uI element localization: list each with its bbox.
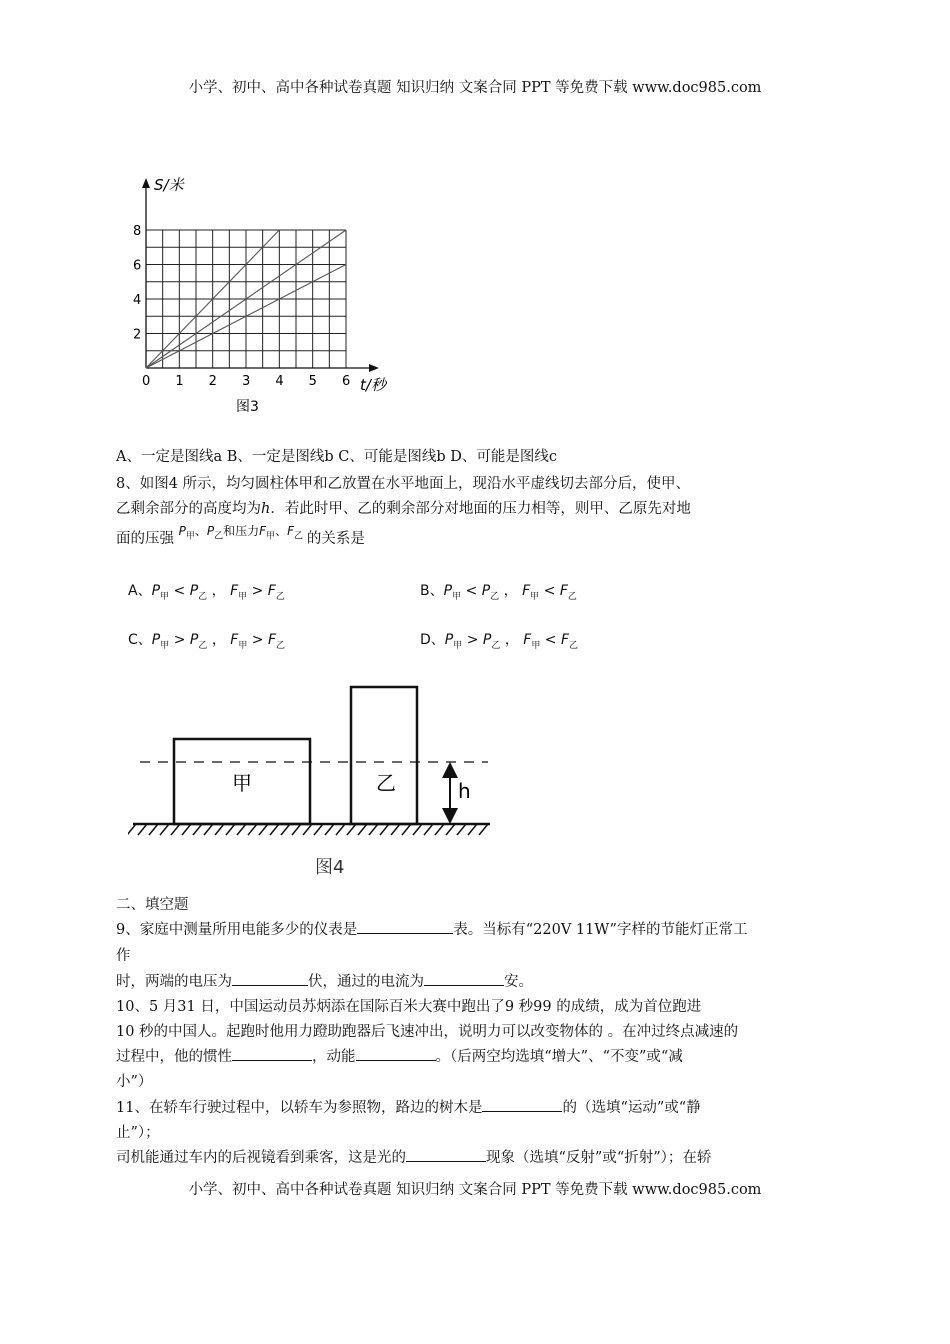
hatch-line xyxy=(182,824,191,835)
p-yi-symbol: P xyxy=(206,524,215,538)
hatch-line xyxy=(457,824,466,835)
q8-line3b: 的关系是 xyxy=(306,531,365,547)
hatch-line xyxy=(347,824,356,835)
hatch-line xyxy=(270,824,279,835)
hatch-line xyxy=(413,824,422,835)
hatch-line xyxy=(138,824,147,835)
hatch-line xyxy=(369,824,378,835)
figure4-diagram xyxy=(128,680,498,885)
q10-line2: 10 秒的中国人。起跑时他用力蹬助跑器后飞速冲出，说明力可以改变物体的 。在冲过终点减速的 xyxy=(116,1024,739,1040)
x-tick-label: 4 xyxy=(275,374,284,389)
page-footer: 小学、初中、高中各种试卷真题 知识归纳 文案合同 PPT 等免费下载 www.doc985.com xyxy=(188,1182,762,1198)
hatch-line xyxy=(193,824,202,835)
q8-line2b: ．若此时甲、乙的剩余部分对地面的压力相等，则甲、乙原先对地 xyxy=(270,501,691,517)
q8-line2a: 乙剩余部分的高度均为 xyxy=(116,501,261,517)
cylinder-yi xyxy=(351,687,417,824)
hatch-line xyxy=(402,824,411,835)
hatch-line xyxy=(281,824,290,835)
q9-line1: 9、家庭中测量所用电能多少的仪表是 表。当标有“220V 11W”字样的节能灯正常工 xyxy=(116,918,747,939)
hatch-line xyxy=(248,824,257,835)
q8-option-b: B、$P_甲 < P_乙$ ， $F_甲 < F_乙$ xyxy=(420,583,577,602)
f-jia-symbol: F xyxy=(259,524,267,538)
q9-blank3[interactable] xyxy=(424,971,504,986)
q11-blank2[interactable] xyxy=(406,1147,486,1162)
q11-line1: 11、在轿车行驶过程中，以轿车为参照物，路边的树木是 的（选填“运动”或“静 xyxy=(116,1096,701,1117)
x-tick-label: 0 xyxy=(142,374,151,389)
p-jia-symbol: P xyxy=(178,524,186,538)
hatch-line xyxy=(204,824,213,835)
q11-line3: 司机能通过车内的后视镜看到乘客，这是光的 现象（选填“反射”或“折射”）；在轿 xyxy=(116,1146,711,1167)
hatch-line xyxy=(468,824,477,835)
q10-blank1[interactable] xyxy=(232,1046,312,1061)
hatch-line xyxy=(292,824,301,835)
hatch-line xyxy=(446,824,455,835)
x-tick-label: 3 xyxy=(242,374,251,389)
q11-line2: 止”）； xyxy=(116,1125,160,1141)
x-tick-label: 5 xyxy=(308,374,317,389)
q9-blank2[interactable] xyxy=(232,971,308,986)
hatch-line xyxy=(226,824,235,835)
hatch-line xyxy=(149,824,158,835)
f-yi-symbol: F xyxy=(287,524,295,538)
q10-line4: 小”） xyxy=(116,1074,153,1090)
x-axis-arrow xyxy=(369,364,379,372)
h-arrow-up xyxy=(442,762,458,778)
q8-option-c: C、$P_甲 > P_乙$ ， $F_甲 > F_乙$ xyxy=(128,632,286,651)
hatch-line xyxy=(391,824,400,835)
hatch-line xyxy=(325,824,334,835)
y-axis-arrow xyxy=(142,178,150,188)
hatch-line xyxy=(479,824,488,835)
page-header: 小学、初中、高中各种试卷真题 知识归纳 文案合同 PPT 等免费下载 www.doc985.com xyxy=(188,80,762,96)
q9-line2: 作 xyxy=(116,948,131,964)
y-tick-label: 8 xyxy=(133,224,142,239)
h-arrow-down xyxy=(442,808,458,824)
hatch-line xyxy=(424,824,433,835)
q8-h: h xyxy=(261,501,271,517)
figure4-caption: 图4 xyxy=(315,857,345,878)
q10-line1: 10、5 月31 日，中国运动员苏炳添在国际百米大赛中跑出了9 秒99 的成绩，成为首位跑进 xyxy=(116,999,702,1015)
label-jia: 甲 xyxy=(232,771,252,795)
hatch-line xyxy=(303,824,312,835)
hatch-line xyxy=(171,824,180,835)
q8-option-d: D、$P_甲 > P_乙$ ， $F_甲 < F_乙$ xyxy=(420,632,579,651)
q8-line3: 面的压强 $^{P_甲、P_乙和压力F_甲、F_乙}$ 的关系是 xyxy=(116,524,365,547)
hatch-line xyxy=(160,824,169,835)
x-tick-label: 1 xyxy=(175,374,184,389)
y-axis-label: S/米 xyxy=(154,176,184,194)
hatch-line xyxy=(336,824,345,835)
section-fill-in: 二、填空题 xyxy=(116,897,189,913)
figure3-chart xyxy=(116,168,416,418)
y-tick-label: 4 xyxy=(133,293,142,308)
hatch-line xyxy=(435,824,444,835)
q9-blank1[interactable] xyxy=(357,919,453,934)
q9-line3: 时，两端的电压为 伏，通过的电流为 安。 xyxy=(116,970,533,991)
q8-option-a: A、$P_甲 < P_乙$ ， $F_甲 > F_乙$ xyxy=(128,583,285,602)
chart-axes xyxy=(142,178,379,372)
x-axis-label: t/秒 xyxy=(360,376,386,394)
hatch-line xyxy=(380,824,389,835)
chart-title: 图3 xyxy=(236,399,259,415)
hatch-line xyxy=(314,824,323,835)
chart-ticks xyxy=(133,224,350,389)
x-tick-label: 6 xyxy=(342,374,351,389)
label-h: h xyxy=(458,779,471,803)
hatch-line xyxy=(128,824,136,835)
x-tick-label: 2 xyxy=(208,374,217,389)
q7-options: A、一定是图线a B、一定是图线b C、可能是图线b D、可能是图线c xyxy=(116,449,558,465)
label-yi: 乙 xyxy=(376,771,396,795)
q8-line2 xyxy=(116,497,691,518)
y-tick-label: 6 xyxy=(133,258,142,274)
y-tick-label: 2 xyxy=(133,327,142,343)
q11-blank1[interactable] xyxy=(482,1097,562,1112)
q8-line3a: 面的压强 xyxy=(116,531,174,547)
hatch-line xyxy=(259,824,268,835)
hatch-line xyxy=(215,824,224,835)
q10-line3: 过程中，他的惯性 ，动能 。（后两空均选填“增大”、“不变”或“减 xyxy=(116,1045,683,1066)
hatch-line xyxy=(358,824,367,835)
ground-hatching xyxy=(128,824,488,835)
q10-blank2[interactable] xyxy=(356,1046,436,1061)
q8-line1: 8、如图4 所示，均匀圆柱体甲和乙放置在水平地面上，现沿水平虚线切去部分后，使甲、 xyxy=(116,476,691,492)
hatch-line xyxy=(237,824,246,835)
